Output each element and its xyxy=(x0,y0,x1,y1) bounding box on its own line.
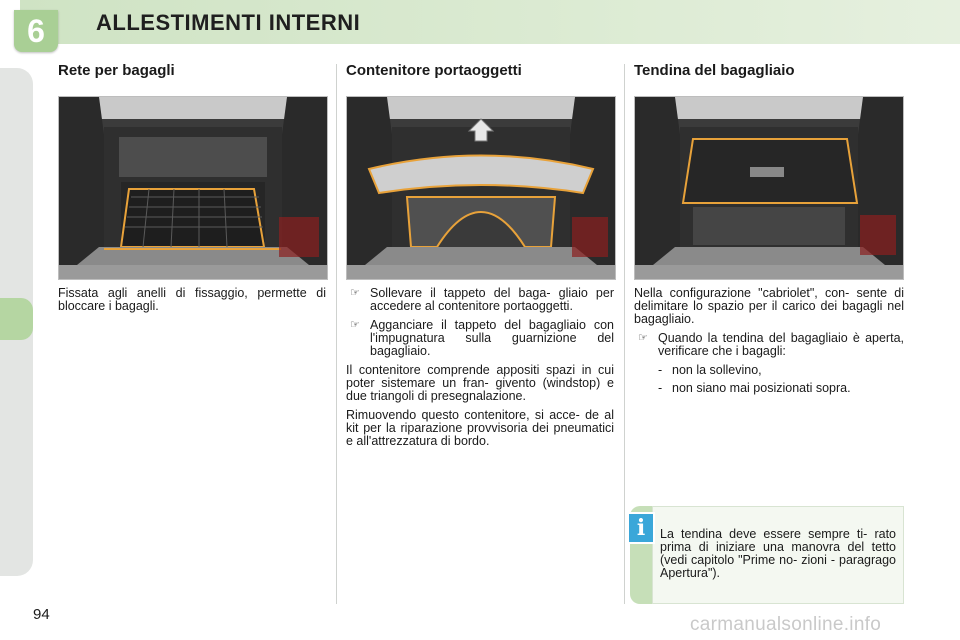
pointing-hand-icon: ☞ xyxy=(638,332,648,344)
dash-item xyxy=(634,382,904,395)
pointing-hand-icon: ☞ xyxy=(350,287,360,299)
watermark: carmanualsonline.info xyxy=(690,614,882,635)
dash-text: non la sollevino, xyxy=(672,363,762,377)
page-number: 94 xyxy=(33,606,50,623)
column-text-tendina xyxy=(634,287,904,400)
dash-mark: - xyxy=(658,363,663,377)
side-chapter-marker xyxy=(0,298,33,340)
column-divider xyxy=(336,64,337,604)
pointing-hand-icon: ☞ xyxy=(350,319,360,331)
paragraph: Rimuovendo questo contenitore, si acce- de al kit per la riparazione provvisoria dei pneumatici e all'attrezzatura di bordo. xyxy=(346,408,614,448)
info-icon: i xyxy=(627,512,655,544)
column-text-rete xyxy=(58,287,326,319)
bullet-item xyxy=(346,287,614,313)
bullet-text: Agganciare il tappeto del bagagliaio con l'impugnatura sulla guarnizione del bagagliaio. xyxy=(370,318,614,358)
photo-storage-box xyxy=(346,96,616,280)
bullet-item xyxy=(634,332,904,358)
paragraph: Il contenitore comprende appositi spazi in cui poter sistemare un fran- givento (windstop) e due triangoli di presegnalazione. xyxy=(346,363,614,403)
photo-luggage-net xyxy=(58,96,328,280)
chapter-number: 6 xyxy=(27,13,45,49)
paragraph: Nella configurazione "cabriolet", con- sente di delimitare lo spazio per il carico dei bagagli nel bagagliaio. xyxy=(634,286,904,326)
bullet-item xyxy=(346,319,614,358)
column-divider xyxy=(624,64,625,604)
paragraph: Fissata agli anelli di fissaggio, permette di bloccare i bagagli. xyxy=(58,286,326,313)
page-title: ALLESTIMENTI INTERNI xyxy=(96,10,361,35)
section-title-tendina: Tendina del bagagliaio xyxy=(634,62,795,79)
info-text: La tendina deve essere sempre ti- rato prima di iniziare una manovra del tetto (vedi capitolo "Prime no- zioni - paragrago Apertura"). xyxy=(660,527,896,580)
section-title-rete: Rete per bagagli xyxy=(58,62,175,79)
photo-luggage-cover xyxy=(634,96,904,280)
dash-mark: - xyxy=(658,381,663,395)
bullet-text: Sollevare il tappeto del baga- gliaio per accedere al contenitore portaoggetti. xyxy=(370,286,614,313)
section-title-contenitore: Contenitore portaoggetti xyxy=(346,62,522,79)
dash-text: non siano mai posizionati sopra. xyxy=(672,381,851,395)
dash-item xyxy=(634,364,904,377)
column-text-contenitore xyxy=(346,287,614,454)
bullet-text: Quando la tendina del bagagliaio è aperta, verificare che i bagagli: xyxy=(658,331,904,358)
